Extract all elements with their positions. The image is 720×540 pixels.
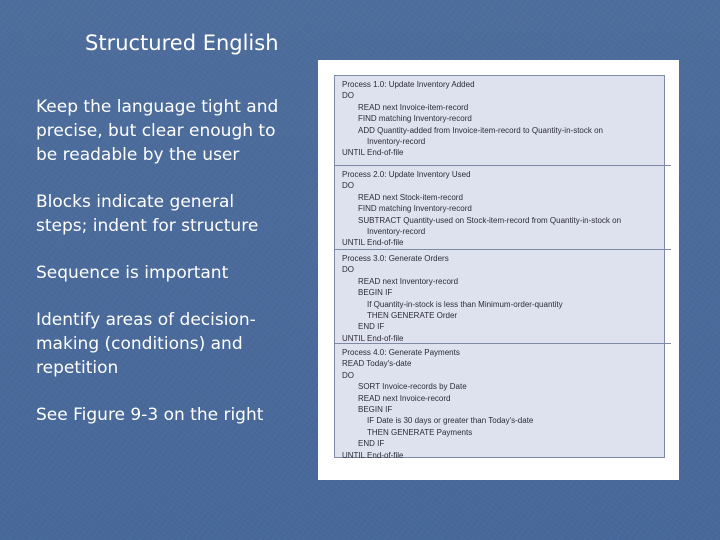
process-line: DO [342,370,354,380]
slide-title: Structured English [85,31,279,55]
process-line: SUBTRACT Quantity-used on Stock-item-record from Quantity-in-stock on [358,215,622,225]
process-line: UNTIL End-of-file [342,148,404,158]
process-line: READ next Invoice-record [358,393,451,403]
process-line: END IF [358,439,385,449]
process-line: THEN GENERATE Order [367,311,458,321]
process-line: UNTIL End-of-file [342,238,404,248]
bullet-item: Blocks indicate general steps; indent for structure [36,192,259,236]
process-line: Inventory-record [367,227,426,237]
structured-english-panel [334,75,665,458]
process-line: ADD Quantity-added from Invoice-item-record to Quantity-in-stock on [358,125,603,135]
bullet-item: Keep the language tight and precise, but clear enough to be readable by the user [36,97,279,165]
process-line: UNTIL End-of-file [342,450,404,460]
process-line: END IF [358,322,385,332]
process-line: READ next Inventory-record [358,276,459,286]
bullet-item: Identify areas of decision-making (conditions) and repetition [36,310,256,378]
process-block [335,249,671,345]
bullet-list [36,95,286,427]
process-line: Process 4.0: Generate Payments [342,348,460,357]
process-line: If Quantity-in-stock is less than Minimum-order-quantity [367,299,563,309]
process-line: THEN GENERATE Payments [367,427,473,437]
process-line: BEGIN IF [358,288,393,298]
process-block [335,76,671,167]
process-line: BEGIN IF [358,405,393,415]
process-line: READ next Stock-item-record [358,192,463,202]
bullet-item: Sequence is important [36,263,229,283]
bullet-item: See Figure 9-3 on the right [36,405,264,425]
process-line: IF Date is 30 days or greater than Today's-date [367,416,534,426]
process-line: DO [342,181,354,191]
process-line: FIND matching Inventory-record [358,204,472,214]
figure-9-3 [318,60,679,480]
process-line: Process 1.0: Update Inventory Added [342,80,475,89]
process-line: DO [342,265,354,275]
process-block [335,343,671,459]
process-line: READ next Invoice-item-record [358,102,469,112]
process-line: DO [342,91,354,101]
process-block [335,165,671,251]
process-line: Process 2.0: Update Inventory Used [342,170,471,179]
process-line: UNTIL End-of-file [342,333,404,343]
process-line: Inventory-record [367,137,426,147]
process-line: READ Today's-date [342,359,412,369]
process-line: FIND matching Inventory-record [358,114,472,124]
process-line: SORT Invoice-records by Date [358,382,467,392]
process-line: Process 3.0: Generate Orders [342,254,449,263]
